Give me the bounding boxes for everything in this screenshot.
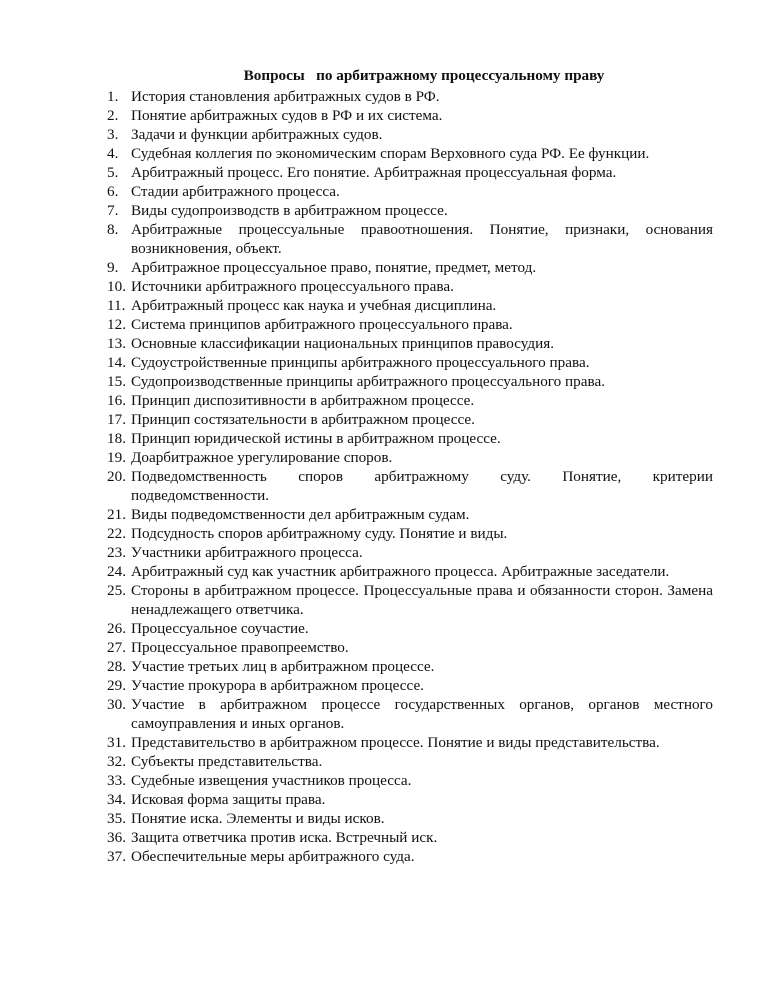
question-number: 31.: [107, 733, 126, 751]
question-text: Доарбитражное урегулирование споров.: [131, 448, 393, 466]
question-number: 11.: [107, 296, 126, 314]
question-item: [107, 410, 713, 429]
question-text: Арбитражное процессуальное право, понятие, предмет, метод.: [131, 258, 537, 276]
question-text: Судебная коллегия по экономическим спорам Верховного суда РФ. Ее функции.: [131, 144, 650, 162]
question-item: [107, 277, 713, 296]
question-item: [107, 258, 713, 277]
question-text: Судопроизводственные принципы арбитражного процессуального права.: [131, 372, 606, 390]
question-number: 9.: [107, 258, 119, 276]
question-text: Подсудность споров арбитражному суду. Понятие и виды.: [131, 524, 508, 542]
question-text: Участие в арбитражном процессе государственных органов, органов местного самоуправления и иных органов.: [131, 695, 713, 732]
question-number: 23.: [107, 543, 126, 561]
question-text: Арбитражный суд как участник арбитражного процесса. Арбитражные заседатели.: [131, 562, 670, 580]
question-number: 36.: [107, 828, 126, 846]
question-item: [107, 106, 713, 125]
question-number: 10.: [107, 277, 126, 295]
question-text: Участие прокурора в арбитражном процессе.: [131, 676, 424, 694]
question-item: [107, 296, 713, 315]
question-item: [107, 182, 713, 201]
question-text: Понятие иска. Элементы и виды исков.: [131, 809, 385, 827]
question-item: [107, 524, 713, 543]
question-number: 4.: [107, 144, 119, 162]
question-item: [107, 334, 713, 353]
question-text: Система принципов арбитражного процессуального права.: [131, 315, 513, 333]
question-number: 30.: [107, 695, 126, 713]
question-item: [107, 144, 713, 163]
question-text: Судоустройственные принципы арбитражного процессуального права.: [131, 353, 590, 371]
question-number: 32.: [107, 752, 126, 770]
question-number: 18.: [107, 429, 126, 447]
question-item: [107, 771, 713, 790]
question-item: [107, 220, 713, 258]
question-text: Обеспечительные меры арбитражного суда.: [131, 847, 415, 865]
question-text: Процессуальное соучастие.: [131, 619, 309, 637]
question-text: Основные классификации национальных принципов правосудия.: [131, 334, 555, 352]
question-number: 14.: [107, 353, 126, 371]
question-item: [107, 752, 713, 771]
question-number: 28.: [107, 657, 126, 675]
question-number: 7.: [107, 201, 119, 219]
question-number: 19.: [107, 448, 126, 466]
question-text: Участники арбитражного процесса.: [131, 543, 363, 561]
question-number: 22.: [107, 524, 126, 542]
question-item: [107, 315, 713, 334]
question-text: Подведомственность споров арбитражному суду. Понятие, критерии подведомственности.: [131, 467, 713, 504]
question-item: [107, 201, 713, 220]
question-text: Виды подведомственности дел арбитражным судам.: [131, 505, 470, 523]
question-text: Защита ответчика против иска. Встречный иск.: [131, 828, 438, 846]
question-text: Исковая форма защиты права.: [131, 790, 326, 808]
question-text: Арбитражный процесс. Его понятие. Арбитражная процессуальная форма.: [131, 163, 617, 181]
question-text: Виды судопроизводств в арбитражном процессе.: [131, 201, 448, 219]
question-number: 37.: [107, 847, 126, 865]
question-item: [107, 125, 713, 144]
question-number: 27.: [107, 638, 126, 656]
question-item: [107, 87, 713, 106]
question-item: [107, 676, 713, 695]
question-number: 8.: [107, 220, 119, 238]
question-item: [107, 828, 713, 847]
question-item: [107, 790, 713, 809]
question-number: 1.: [107, 87, 119, 105]
question-text: Участие третьих лиц в арбитражном процессе.: [131, 657, 435, 675]
question-number: 3.: [107, 125, 119, 143]
question-number: 24.: [107, 562, 126, 580]
question-text: Принцип юридической истины в арбитражном процессе.: [131, 429, 501, 447]
question-text: Субъекты представительства.: [131, 752, 323, 770]
question-text: Процессуальное правопреемство.: [131, 638, 349, 656]
question-item: [107, 372, 713, 391]
question-text: Источники арбитражного процессуального права.: [131, 277, 454, 295]
question-text: Представительство в арбитражном процессе. Понятие и виды представительства.: [131, 733, 660, 751]
question-item: [107, 695, 713, 733]
question-number: 5.: [107, 163, 119, 181]
question-item: [107, 562, 713, 581]
question-item: [107, 733, 713, 752]
document-title: Вопросы по арбитражному процессуальному праву: [243, 67, 605, 84]
question-item: [107, 619, 713, 638]
question-number: 20.: [107, 467, 126, 485]
question-item: [107, 391, 713, 410]
question-item: [107, 505, 713, 524]
question-item: [107, 638, 713, 657]
question-item: [107, 163, 713, 182]
question-text: Арбитражные процессуальные правоотношения. Понятие, признаки, основания возникновения, объект.: [131, 220, 713, 257]
question-text: Судебные извещения участников процесса.: [131, 771, 412, 789]
questions-list: [107, 87, 713, 866]
question-item: [107, 581, 713, 619]
question-number: 15.: [107, 372, 126, 390]
question-text: Задачи и функции арбитражных судов.: [131, 125, 383, 143]
question-number: 17.: [107, 410, 126, 428]
question-item: [107, 448, 713, 467]
question-text: История становления арбитражных судов в РФ.: [131, 87, 440, 105]
question-text: Стадии арбитражного процесса.: [131, 182, 340, 200]
question-number: 21.: [107, 505, 126, 523]
question-item: [107, 429, 713, 448]
question-item: [107, 467, 713, 505]
question-item: [107, 657, 713, 676]
question-number: 6.: [107, 182, 119, 200]
question-number: 29.: [107, 676, 126, 694]
question-number: 2.: [107, 106, 119, 124]
question-item: [107, 847, 713, 866]
question-item: [107, 809, 713, 828]
question-item: [107, 543, 713, 562]
question-text: Понятие арбитражных судов в РФ и их система.: [131, 106, 443, 124]
question-number: 12.: [107, 315, 126, 333]
question-number: 34.: [107, 790, 126, 808]
question-item: [107, 353, 713, 372]
question-number: 16.: [107, 391, 126, 409]
question-text: Стороны в арбитражном процессе. Процессуальные права и обязанности сторон. Замена ненадлежащего ответчика.: [131, 581, 713, 618]
question-text: Принцип диспозитивности в арбитражном процессе.: [131, 391, 475, 409]
question-number: 26.: [107, 619, 126, 637]
question-text: Арбитражный процесс как наука и учебная дисциплина.: [131, 296, 497, 314]
question-number: 33.: [107, 771, 126, 789]
question-number: 25.: [107, 581, 126, 599]
question-number: 35.: [107, 809, 126, 827]
question-text: Принцип состязательности в арбитражном процессе.: [131, 410, 475, 428]
question-number: 13.: [107, 334, 126, 352]
